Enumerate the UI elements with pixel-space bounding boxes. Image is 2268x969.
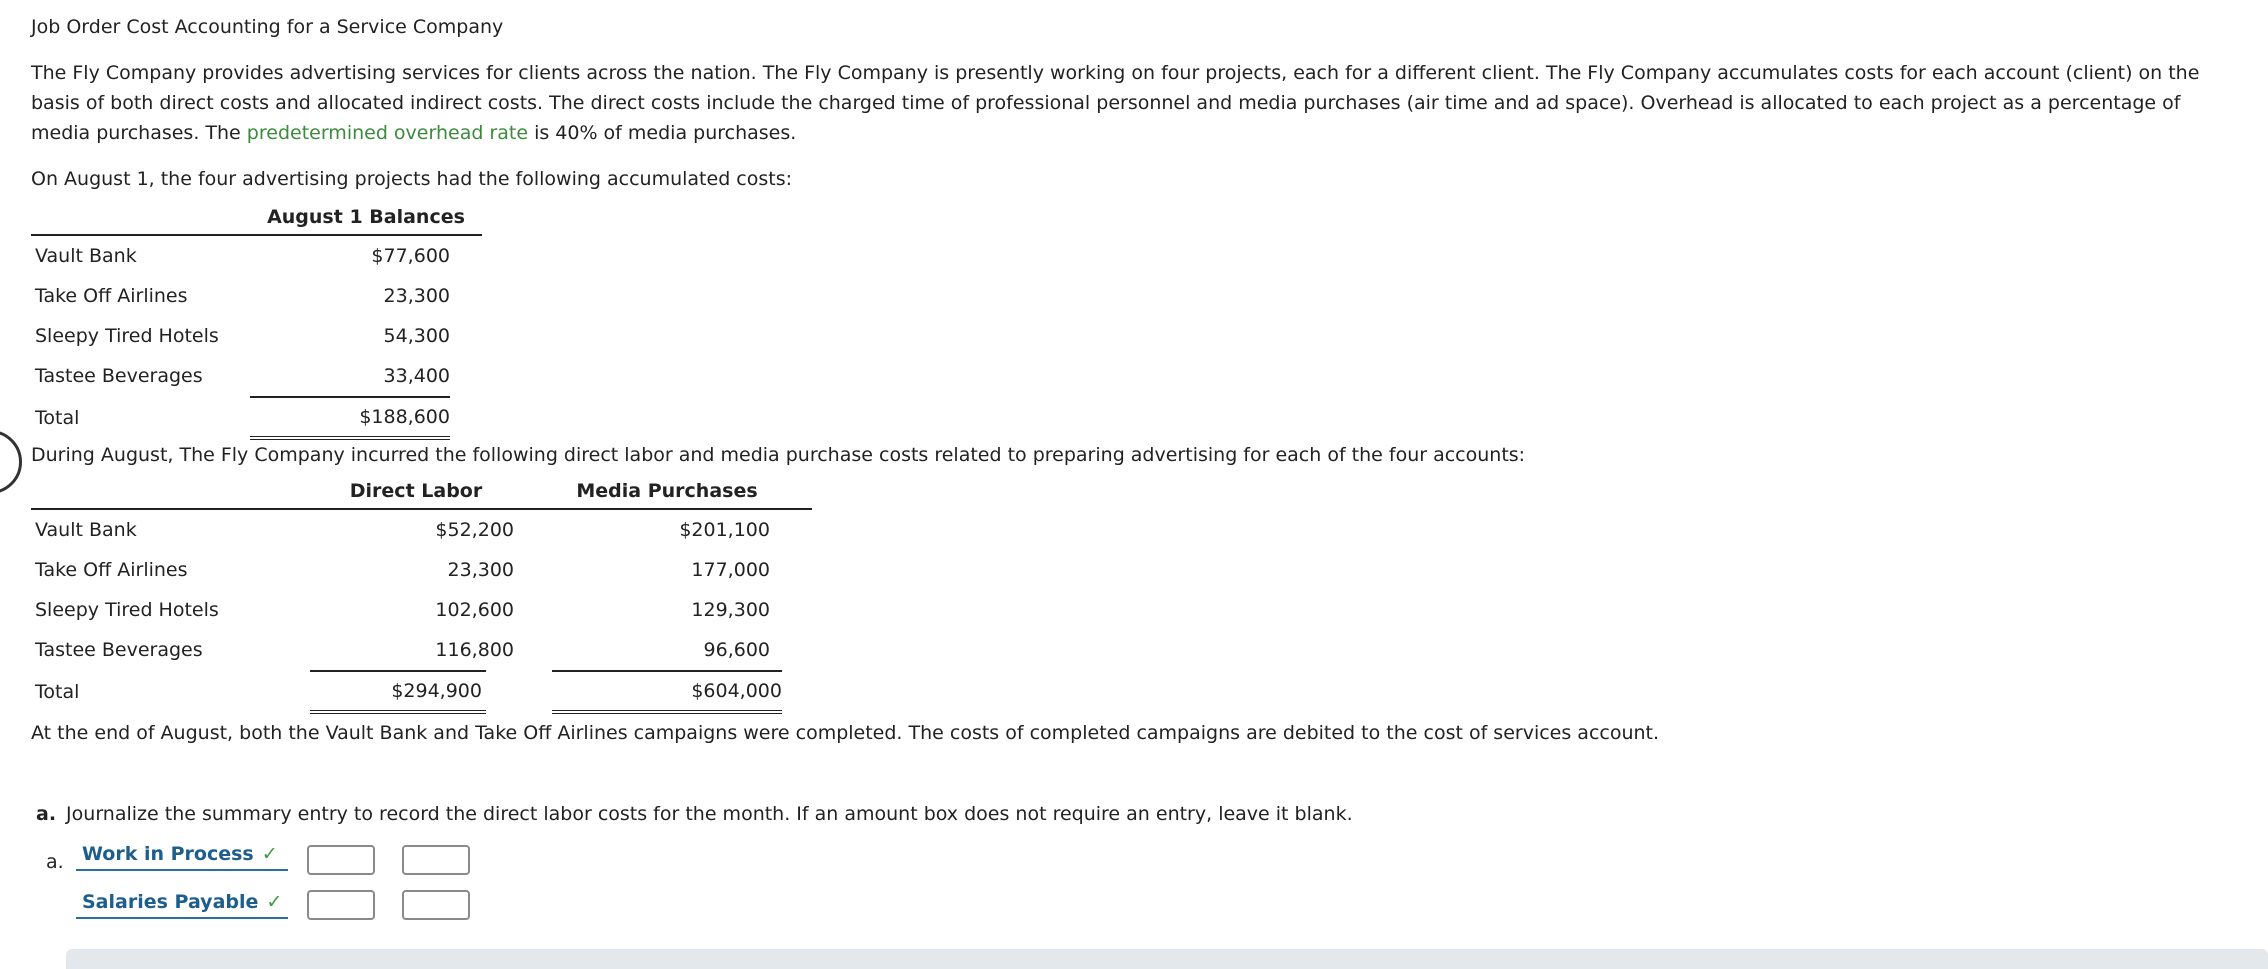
table-header-direct-labor: Direct Labor	[310, 474, 522, 509]
debit-amount-input[interactable]	[307, 845, 375, 875]
media-purchases-value: $201,100	[679, 519, 770, 541]
account-name: Sleepy Tired Hotels	[35, 599, 219, 621]
direct-labor-value: $52,200	[435, 519, 514, 541]
check-icon: ✓	[266, 891, 283, 913]
intro-text-end: is 40% of media purchases.	[528, 122, 797, 144]
account-name: Tastee Beverages	[35, 639, 203, 661]
balance-value: 23,300	[383, 285, 450, 307]
table-row	[31, 235, 482, 276]
total-value: $188,600	[250, 396, 450, 440]
credit-amount-input[interactable]	[402, 845, 470, 875]
table-header-blank	[31, 474, 310, 509]
table-row	[31, 509, 812, 550]
account-select-salaries-payable[interactable]	[76, 887, 288, 919]
footer-panel	[66, 949, 2268, 969]
predetermined-overhead-rate-link[interactable]: predetermined overhead rate	[246, 122, 529, 144]
table-total-row	[31, 670, 812, 714]
table-total-row	[31, 396, 482, 440]
direct-labor-value: 23,300	[447, 559, 514, 581]
media-purchases-value: 129,300	[691, 599, 770, 621]
table-header-blank	[31, 200, 250, 235]
table-header-balances: August 1 Balances	[250, 200, 482, 235]
account-label: Salaries Payable	[82, 891, 259, 913]
balances-intro: On August 1, the four advertising projects had the following accumulated costs:	[31, 168, 793, 190]
august-balances-table	[31, 200, 482, 440]
account-name: Tastee Beverages	[35, 365, 203, 387]
question-letter: a.	[36, 803, 57, 825]
account-name: Take Off Airlines	[35, 559, 188, 581]
total-media-purchases: $604,000	[552, 670, 782, 714]
media-purchases-value: 96,600	[703, 639, 770, 661]
costs-intro: During August, The Fly Company incurred the following direct labor and media purchase costs related to preparing advertising for each of the four accounts:	[31, 444, 1526, 466]
entry-letter: a.	[46, 851, 64, 873]
debit-amount-input[interactable]	[307, 890, 375, 920]
table-row	[31, 356, 482, 396]
table-row	[31, 316, 482, 356]
total-direct-labor: $294,900	[310, 670, 486, 714]
table-row	[31, 550, 812, 590]
balance-value: 33,400	[383, 365, 450, 387]
page-title: Job Order Cost Accounting for a Service Company	[31, 16, 504, 38]
credit-amount-input[interactable]	[402, 890, 470, 920]
intro-text: The Fly Company provides advertising services for clients across the nation. The Fly Company is presently working on four projects, each for a different client. The Fly Company accumulates costs for each account (client) on the basis of both direct costs and allocated indirect costs. The direct costs include the charged time of professional personnel and media purchases (air time and ad space). Overhead is allocated to each project as a percentage of media purchases. The	[31, 62, 2200, 144]
august-costs-table	[31, 474, 812, 714]
total-label: Total	[35, 407, 80, 429]
direct-labor-value: 116,800	[435, 639, 514, 661]
intro-paragraph	[31, 58, 2231, 148]
question-text: Journalize the summary entry to record the direct labor costs for the month. If an amount box does not require an entry, leave it blank.	[66, 803, 1353, 825]
account-label: Work in Process	[82, 843, 254, 865]
completion-text: At the end of August, both the Vault Bank and Take Off Airlines campaigns were completed. The costs of completed campaigns are debited to the cost of services account.	[31, 722, 1660, 744]
check-icon: ✓	[261, 843, 278, 865]
account-name: Take Off Airlines	[35, 285, 188, 307]
balance-value: $77,600	[371, 245, 450, 267]
navigation-circle-control[interactable]	[0, 430, 22, 494]
account-name: Vault Bank	[35, 245, 137, 267]
table-row	[31, 276, 482, 316]
table-row	[31, 630, 812, 670]
total-label: Total	[35, 681, 80, 703]
account-select-work-in-process[interactable]	[76, 839, 288, 871]
media-purchases-value: 177,000	[691, 559, 770, 581]
table-header-media-purchases: Media Purchases	[522, 474, 812, 509]
account-name: Sleepy Tired Hotels	[35, 325, 219, 347]
balance-value: 54,300	[383, 325, 450, 347]
question-prompt	[36, 799, 1353, 829]
table-row	[31, 590, 812, 630]
account-name: Vault Bank	[35, 519, 137, 541]
direct-labor-value: 102,600	[435, 599, 514, 621]
